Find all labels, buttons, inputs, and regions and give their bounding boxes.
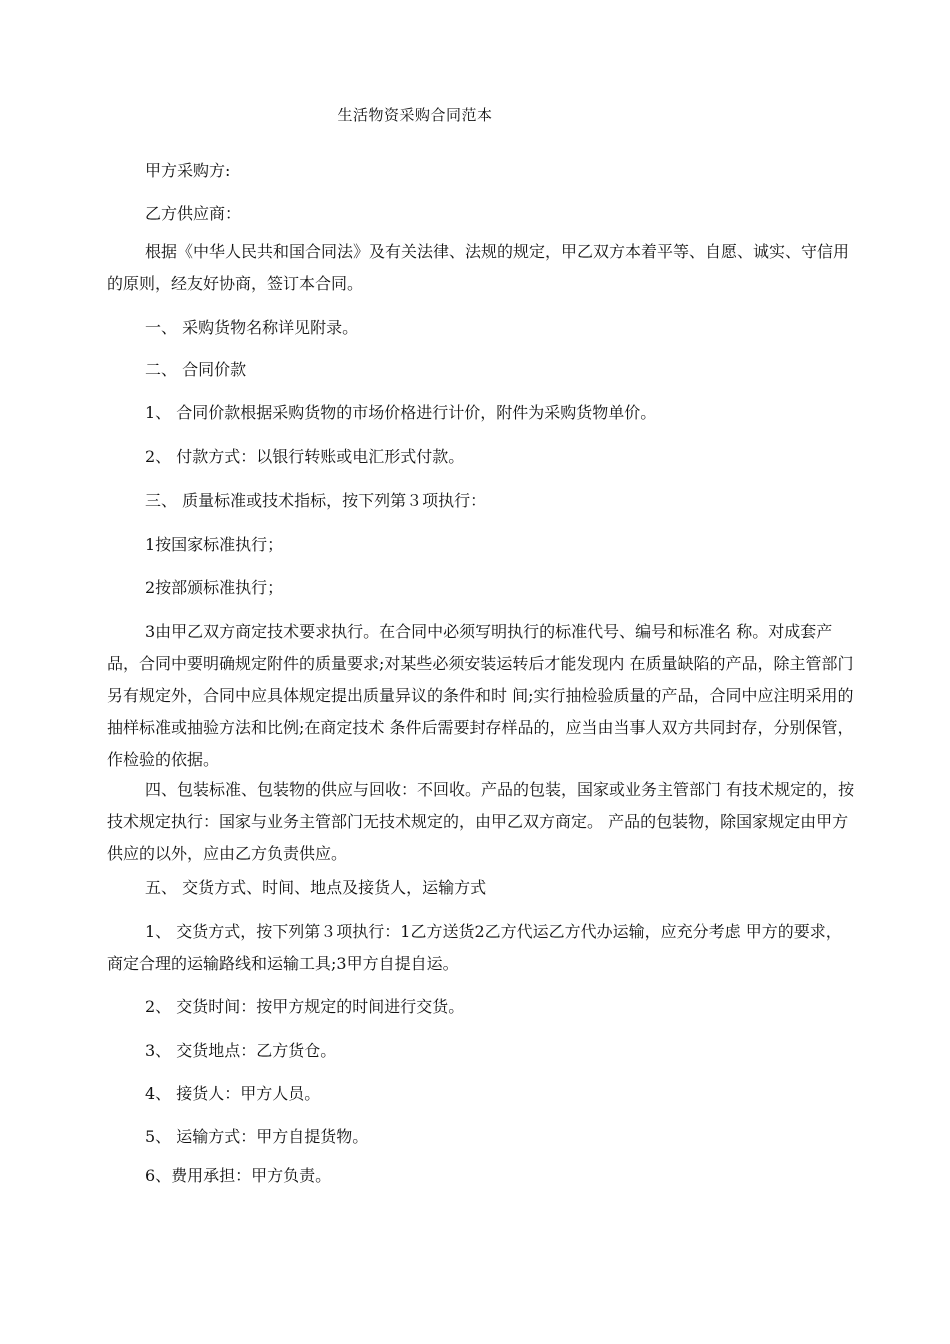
- section-5-item-3: 3、 交货地点：乙方货仓。: [145, 1041, 337, 1060]
- section-2-item-1: 1、 合同价款根据采购货物的市场价格进行计价，附件为采购货物单价。: [145, 403, 657, 422]
- document-title: 生活物资采购合同范本: [337, 106, 493, 124]
- party-b-line: 乙方供应商：: [145, 204, 242, 223]
- section-5-item-4: 4、 接货人：甲方人员。: [145, 1084, 321, 1103]
- section-5-item-5: 5、 运输方式：甲方自提货物。: [145, 1127, 369, 1146]
- section-3-item-2: 2按部颁标准执行；: [145, 578, 284, 597]
- section-1-goods: 一、 采购货物名称详见附录。: [145, 318, 359, 337]
- section-3-heading: 三、 质量标准或技术指标，按下列第３项执行：: [145, 491, 487, 510]
- section-5-item-1: 1、 交货方式，按下列第３项执行：1乙方送货2乙方代运乙方代办运输，应充分考虑 甲方的要求，商定合理的运输路线和运输工具;3甲方自提自运。: [107, 922, 842, 973]
- section-2-item-2: 2、 付款方式：以银行转账或电汇形式付款。: [145, 447, 465, 466]
- section-5-item-2: 2、 交货时间：按甲方规定的时间进行交货。: [145, 997, 465, 1016]
- section-3-item-1: 1按国家标准执行；: [145, 535, 284, 554]
- section-2-heading: 二、 合同价款: [145, 360, 247, 379]
- section-4-packaging: 四、包装标准、包装物的供应与回收：不回收。产品的包装，国家或业务主管部门 有技术规定的，按技术规定执行：国家与业务主管部门无技术规定的，由甲乙双方商定。 产品的包装物，除国家规定由甲方供应的以外，应由乙方负责供应。: [107, 780, 855, 863]
- preamble-paragraph: 根据《中华人民共和国合同法》及有关法律、法规的规定，甲乙双方本着平等、自愿、诚实、守信用的原则，经友好协商，签订本合同。: [107, 242, 850, 293]
- section-3-item-3: 3由甲乙双方商定技术要求执行。在合同中必须写明执行的标准代号、编号和标准名 称。对成套产品，合同中要明确规定附件的质量要求;对某些必须安装运转后才能发现内 在质量缺陷的产品，除主管部门另有规定外，合同中应具体规定提出质量异议的条件和时 间;实行抽检验质量的产品，合同中应注明采用的抽样标准或抽验方法和比例;在商定技术 条件后需要封存样品的，应当由当事人双方共同封存，分别保管，作检验的依据。: [107, 622, 854, 769]
- section-5-item-6: 6、费用承担：甲方负责。: [145, 1166, 332, 1185]
- party-a-line: 甲方采购方:: [145, 161, 231, 180]
- section-5-heading: 五、 交货方式、时间、地点及接货人，运输方式: [145, 878, 487, 897]
